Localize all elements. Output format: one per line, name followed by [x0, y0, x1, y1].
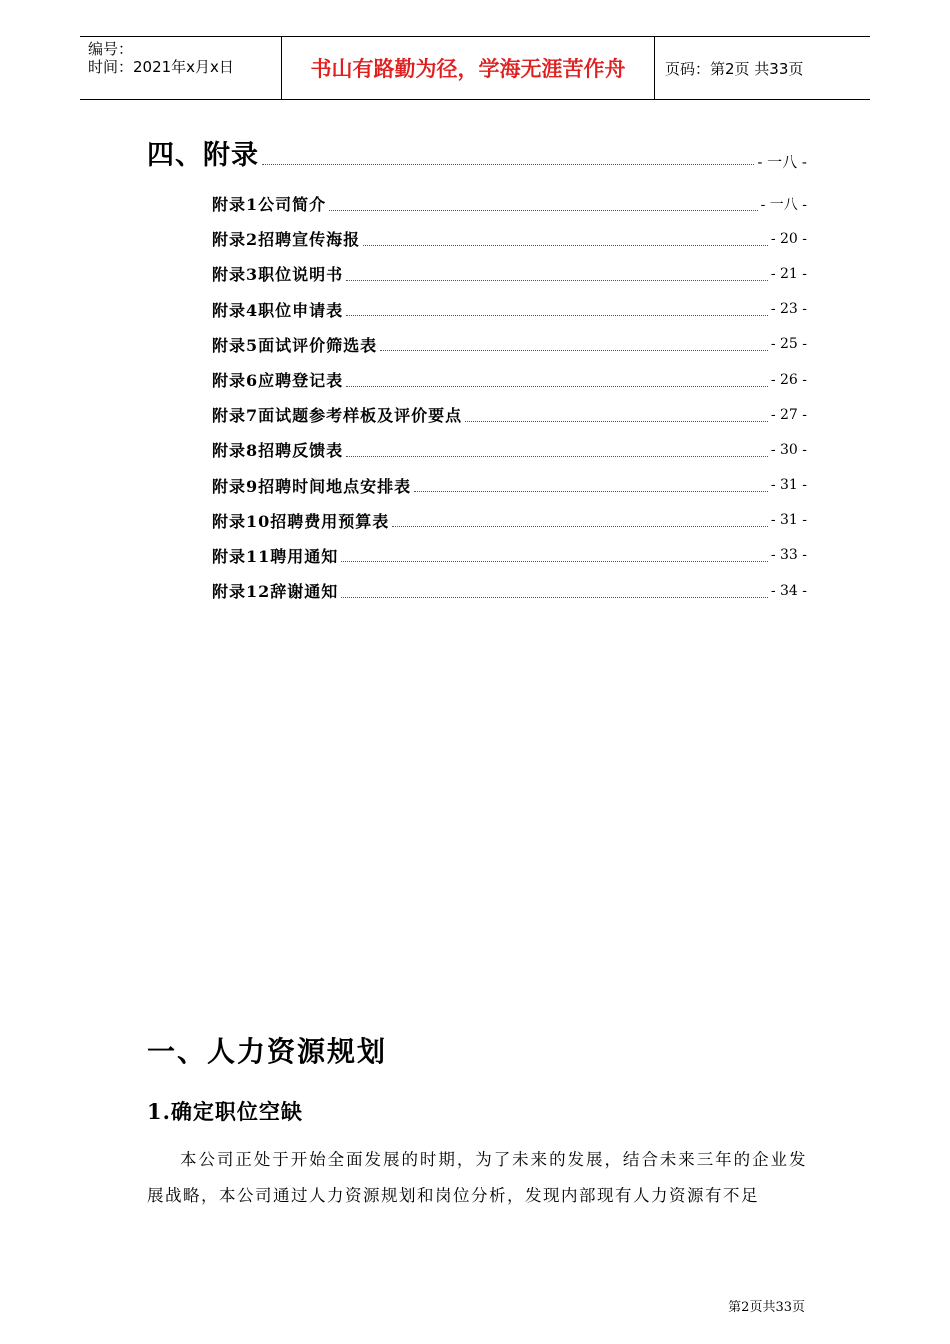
toc-entry-page: - 30 -: [770, 441, 807, 458]
toc-entry-label: 附录11聘用通知: [212, 546, 339, 566]
toc-leader-dots: [346, 279, 768, 281]
toc-entry[interactable]: [212, 362, 807, 397]
toc-entry-page: - 21 -: [770, 265, 807, 282]
toc-entry[interactable]: [212, 432, 807, 467]
toc-entry-label: 附录6应聘登记表: [212, 371, 344, 391]
section-subheading: 1.确定职位空缺: [147, 1099, 303, 1124]
toc-entry[interactable]: [212, 503, 807, 538]
toc-leader-dots: [262, 163, 754, 165]
toc-leader-dots: [341, 596, 768, 598]
toc-entry-label: 附录2招聘宣传海报: [212, 230, 361, 250]
toc-entry[interactable]: [212, 468, 807, 503]
toc-entry[interactable]: [212, 538, 807, 573]
page-footer: 第2页共33页: [728, 1300, 805, 1315]
toc-entry-page: - 23 -: [770, 301, 807, 318]
toc-entry-page: - 34 -: [770, 582, 807, 599]
toc-entry[interactable]: [212, 573, 807, 608]
toc-entry-page: - 31 -: [770, 512, 807, 529]
toc-leader-dots: [363, 244, 768, 246]
toc-entry-label: 附录4职位申请表: [212, 300, 344, 320]
toc-entry-page: - 31 -: [770, 477, 807, 494]
section-heading: 一、人力资源规划: [147, 1035, 388, 1068]
date-label: 时间：2021年x月x日: [88, 58, 234, 76]
toc-entry-label: 附录12辞谢通知: [212, 582, 339, 602]
toc-leader-dots: [329, 209, 757, 211]
toc-leader-dots: [346, 314, 768, 316]
number-label: 编号：: [88, 40, 134, 58]
toc-entry-appendix[interactable]: [147, 136, 807, 172]
toc-entry-label: 附录8招聘反馈表: [212, 441, 344, 461]
toc-leader-dots: [465, 420, 768, 422]
toc-entry-label: 附录5面试评价筛选表: [212, 335, 378, 355]
toc-entry-label: 附录3职位说明书: [212, 265, 344, 285]
toc-entry[interactable]: [212, 256, 807, 291]
toc-entry[interactable]: [212, 221, 807, 256]
header-motto: 书山有路勤为径，学海无涯苦作舟: [281, 37, 655, 99]
toc-leader-dots: [414, 490, 768, 492]
toc-entry-page: - 一八 -: [760, 196, 807, 213]
toc-entry-page: - 33 -: [770, 547, 807, 564]
toc-entry[interactable]: [212, 186, 807, 221]
toc-entry-page: - 27 -: [770, 406, 807, 423]
toc-leader-dots: [341, 560, 768, 562]
header-meta: [80, 37, 281, 99]
toc-entry-page: - 25 -: [770, 336, 807, 353]
toc-entry[interactable]: [212, 327, 807, 362]
page-header: [80, 36, 870, 100]
toc-entry[interactable]: [212, 292, 807, 327]
toc-entry-label: 附录7面试题参考样板及评价要点: [212, 406, 463, 426]
toc-entry-page: - 20 -: [770, 230, 807, 247]
toc-entry-label: 附录1公司简介: [212, 195, 327, 215]
toc-leader-dots: [346, 455, 768, 457]
toc-entry-label: 四、附录: [147, 140, 259, 171]
toc-entry-label: 附录9招聘时间地点安排表: [212, 476, 412, 496]
toc-entry-page: - 一八 -: [757, 153, 807, 171]
toc-list: [212, 186, 807, 608]
toc-entry[interactable]: [212, 397, 807, 432]
toc-leader-dots: [392, 525, 768, 527]
toc-entry-label: 附录10招聘费用预算表: [212, 511, 390, 531]
toc-leader-dots: [346, 385, 768, 387]
header-page-info: 页码：第2页 共33页: [665, 59, 804, 78]
toc-entry-page: - 26 -: [770, 371, 807, 388]
body-paragraph: 本公司正处于开始全面发展的时期，为了未来的发展，结合未来三年的企业发展战略，本公司通过人力资源规划和岗位分析，发现内部现有人力资源有不足: [147, 1150, 807, 1205]
toc-leader-dots: [380, 349, 768, 351]
